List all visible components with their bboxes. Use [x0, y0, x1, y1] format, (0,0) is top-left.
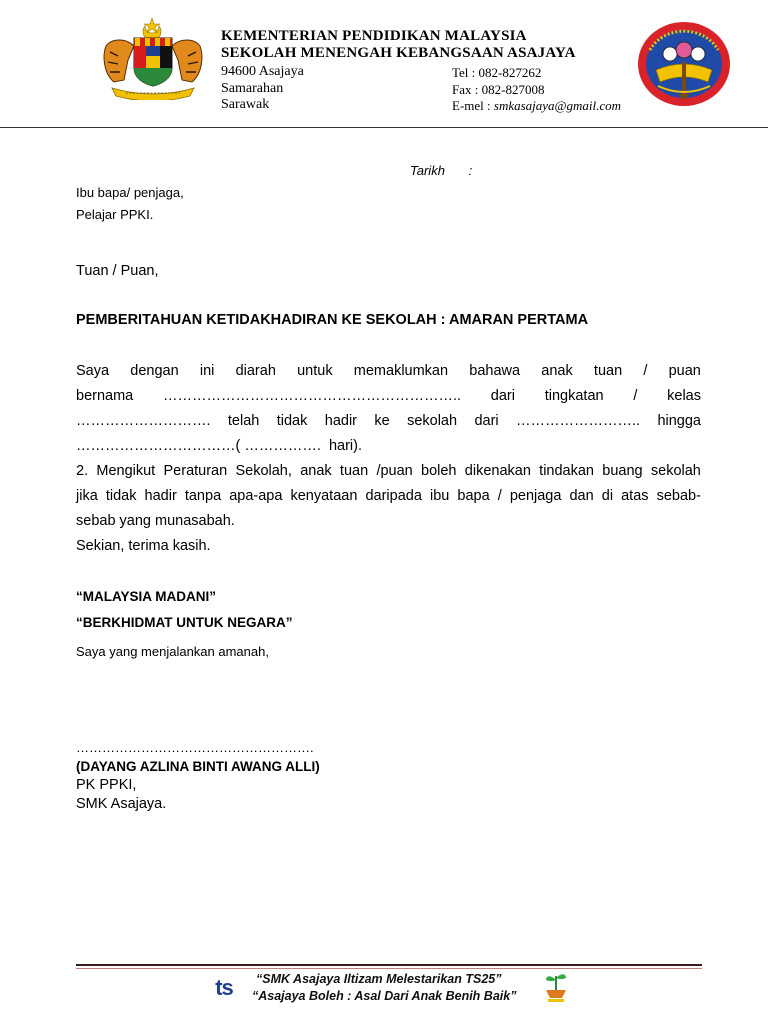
date-label: Tarikh [410, 163, 445, 178]
recipient-line-2: Pelajar PPKI. [76, 207, 154, 222]
seedling-logo-icon [540, 968, 572, 1004]
word: bapa [457, 488, 490, 504]
word: ke [374, 413, 390, 429]
word: sebab- [656, 488, 701, 504]
motto-berkhidmat: “BERKHIDMAT UNTUK NEGARA” [76, 615, 293, 630]
word: dan [569, 488, 594, 504]
paragraph-2-line-2 [76, 484, 701, 509]
word: boleh [421, 463, 457, 479]
paragraph-2 [76, 459, 701, 559]
word: ibu [429, 488, 450, 504]
recipient-line-1: Ibu bapa/ penjaga, [76, 185, 184, 200]
signatory-school: SMK Asajaya. [76, 796, 167, 812]
footer-slogan-2: “Asajaya Boleh : Asal Dari Anak Benih Baik” [252, 989, 517, 1003]
word: tidak [105, 488, 137, 504]
word: bernama [76, 388, 134, 404]
word: apa-apa [229, 488, 283, 504]
word: dikenakan [464, 463, 531, 479]
paragraph-1-line-2 [76, 384, 701, 409]
ministry-name: KEMENTERIAN PENDIDIKAN MALAYSIA [221, 28, 527, 44]
word: 2. [76, 463, 89, 479]
word: Saya [76, 363, 110, 379]
word: telah [227, 413, 260, 429]
paragraph-1-line-3 [76, 409, 701, 434]
coat-of-arms-icon [98, 16, 208, 100]
school-name: SEKOLAH MENENGAH KEBANGSAAN ASAJAYA [221, 45, 576, 61]
word: di [601, 488, 614, 504]
word: /puan [376, 463, 413, 479]
closing-remark: Sekian, terima kasih. [76, 538, 211, 554]
letter-subject: PEMBERITAHUAN KETIDAKHADIRAN KE SEKOLAH : AMARAN PERTAMA [76, 312, 589, 328]
word: hadir [144, 488, 177, 504]
word: buang [602, 463, 643, 479]
word: puan [668, 363, 701, 379]
word: sekolah [407, 413, 458, 429]
word: …………………….. [516, 413, 641, 429]
word: daripada [365, 488, 422, 504]
word: atas [621, 488, 649, 504]
school-crest-icon [636, 20, 732, 108]
trust-line: Saya yang menjalankan amanah, [76, 644, 269, 659]
ts25-logo-icon: ts [215, 975, 233, 1000]
paragraph-2-line-1 [76, 459, 701, 484]
word: diarah [235, 363, 276, 379]
footer-slogan-1: “SMK Asajaya Iltizam Melestarikan TS25” [256, 972, 502, 986]
signatory-title: PK PPKI, [76, 777, 137, 793]
word: Sekolah, [235, 463, 292, 479]
date-colon: : [468, 163, 473, 178]
email-row [452, 97, 621, 114]
footer-divider-dark [76, 964, 702, 966]
telephone: Tel : 082-827262 [452, 65, 542, 80]
word: Peraturan [163, 463, 228, 479]
word: tingkatan [544, 388, 604, 404]
address-line-2: Samarahan [221, 81, 284, 96]
paragraph-2-line-3: sebab yang munasabah. [76, 513, 235, 529]
word: / [643, 363, 648, 379]
word: untuk [297, 363, 333, 379]
word: anak [300, 463, 332, 479]
footer-divider-light [76, 968, 702, 969]
word: jika [76, 488, 98, 504]
signatory-name: (DAYANG AZLINA BINTI AWANG ALLI) [76, 759, 320, 774]
word: dengan [130, 363, 179, 379]
word: hingga [657, 413, 701, 429]
date-field [410, 163, 472, 178]
word: penjaga [509, 488, 562, 504]
word: tidak [276, 413, 308, 429]
word: dari [490, 388, 515, 404]
word: / [497, 488, 502, 504]
word: Mengikut [96, 463, 156, 479]
email-address: smkasajaya@gmail.com [493, 98, 622, 113]
word: tuan [339, 463, 369, 479]
address-line-3: Sarawak [221, 97, 270, 112]
word: ………………………. [76, 413, 211, 429]
paragraph-1-line-1 [76, 359, 701, 384]
fax: Fax : 082-827008 [452, 82, 545, 97]
word: …………………………………………………….. [162, 388, 462, 404]
word: kenyataan [290, 488, 358, 504]
signature-line: ………………………………………………. [76, 740, 314, 755]
word: dari [474, 413, 499, 429]
word: anak [541, 363, 573, 379]
word: bahawa [469, 363, 521, 379]
letterhead-divider [0, 127, 768, 128]
word: tindakan [539, 463, 594, 479]
address-line-1: 94600 Asajaya [221, 64, 304, 79]
word: ini [199, 363, 215, 379]
word: memaklumkan [353, 363, 449, 379]
word: kelas [667, 388, 701, 404]
paragraph-1 [76, 359, 701, 459]
paragraph-1-line-4: ……………………………( ……………. hari). [76, 438, 362, 454]
word: tuan [593, 363, 623, 379]
motto-malaysia-madani: “MALAYSIA MADANI” [76, 589, 217, 604]
word: hadir [324, 413, 357, 429]
word: tanpa [184, 488, 222, 504]
email-label: E-mel : [452, 98, 491, 113]
salutation: Tuan / Puan, [76, 263, 159, 279]
word: / [633, 388, 638, 404]
word: sekolah [650, 463, 701, 479]
